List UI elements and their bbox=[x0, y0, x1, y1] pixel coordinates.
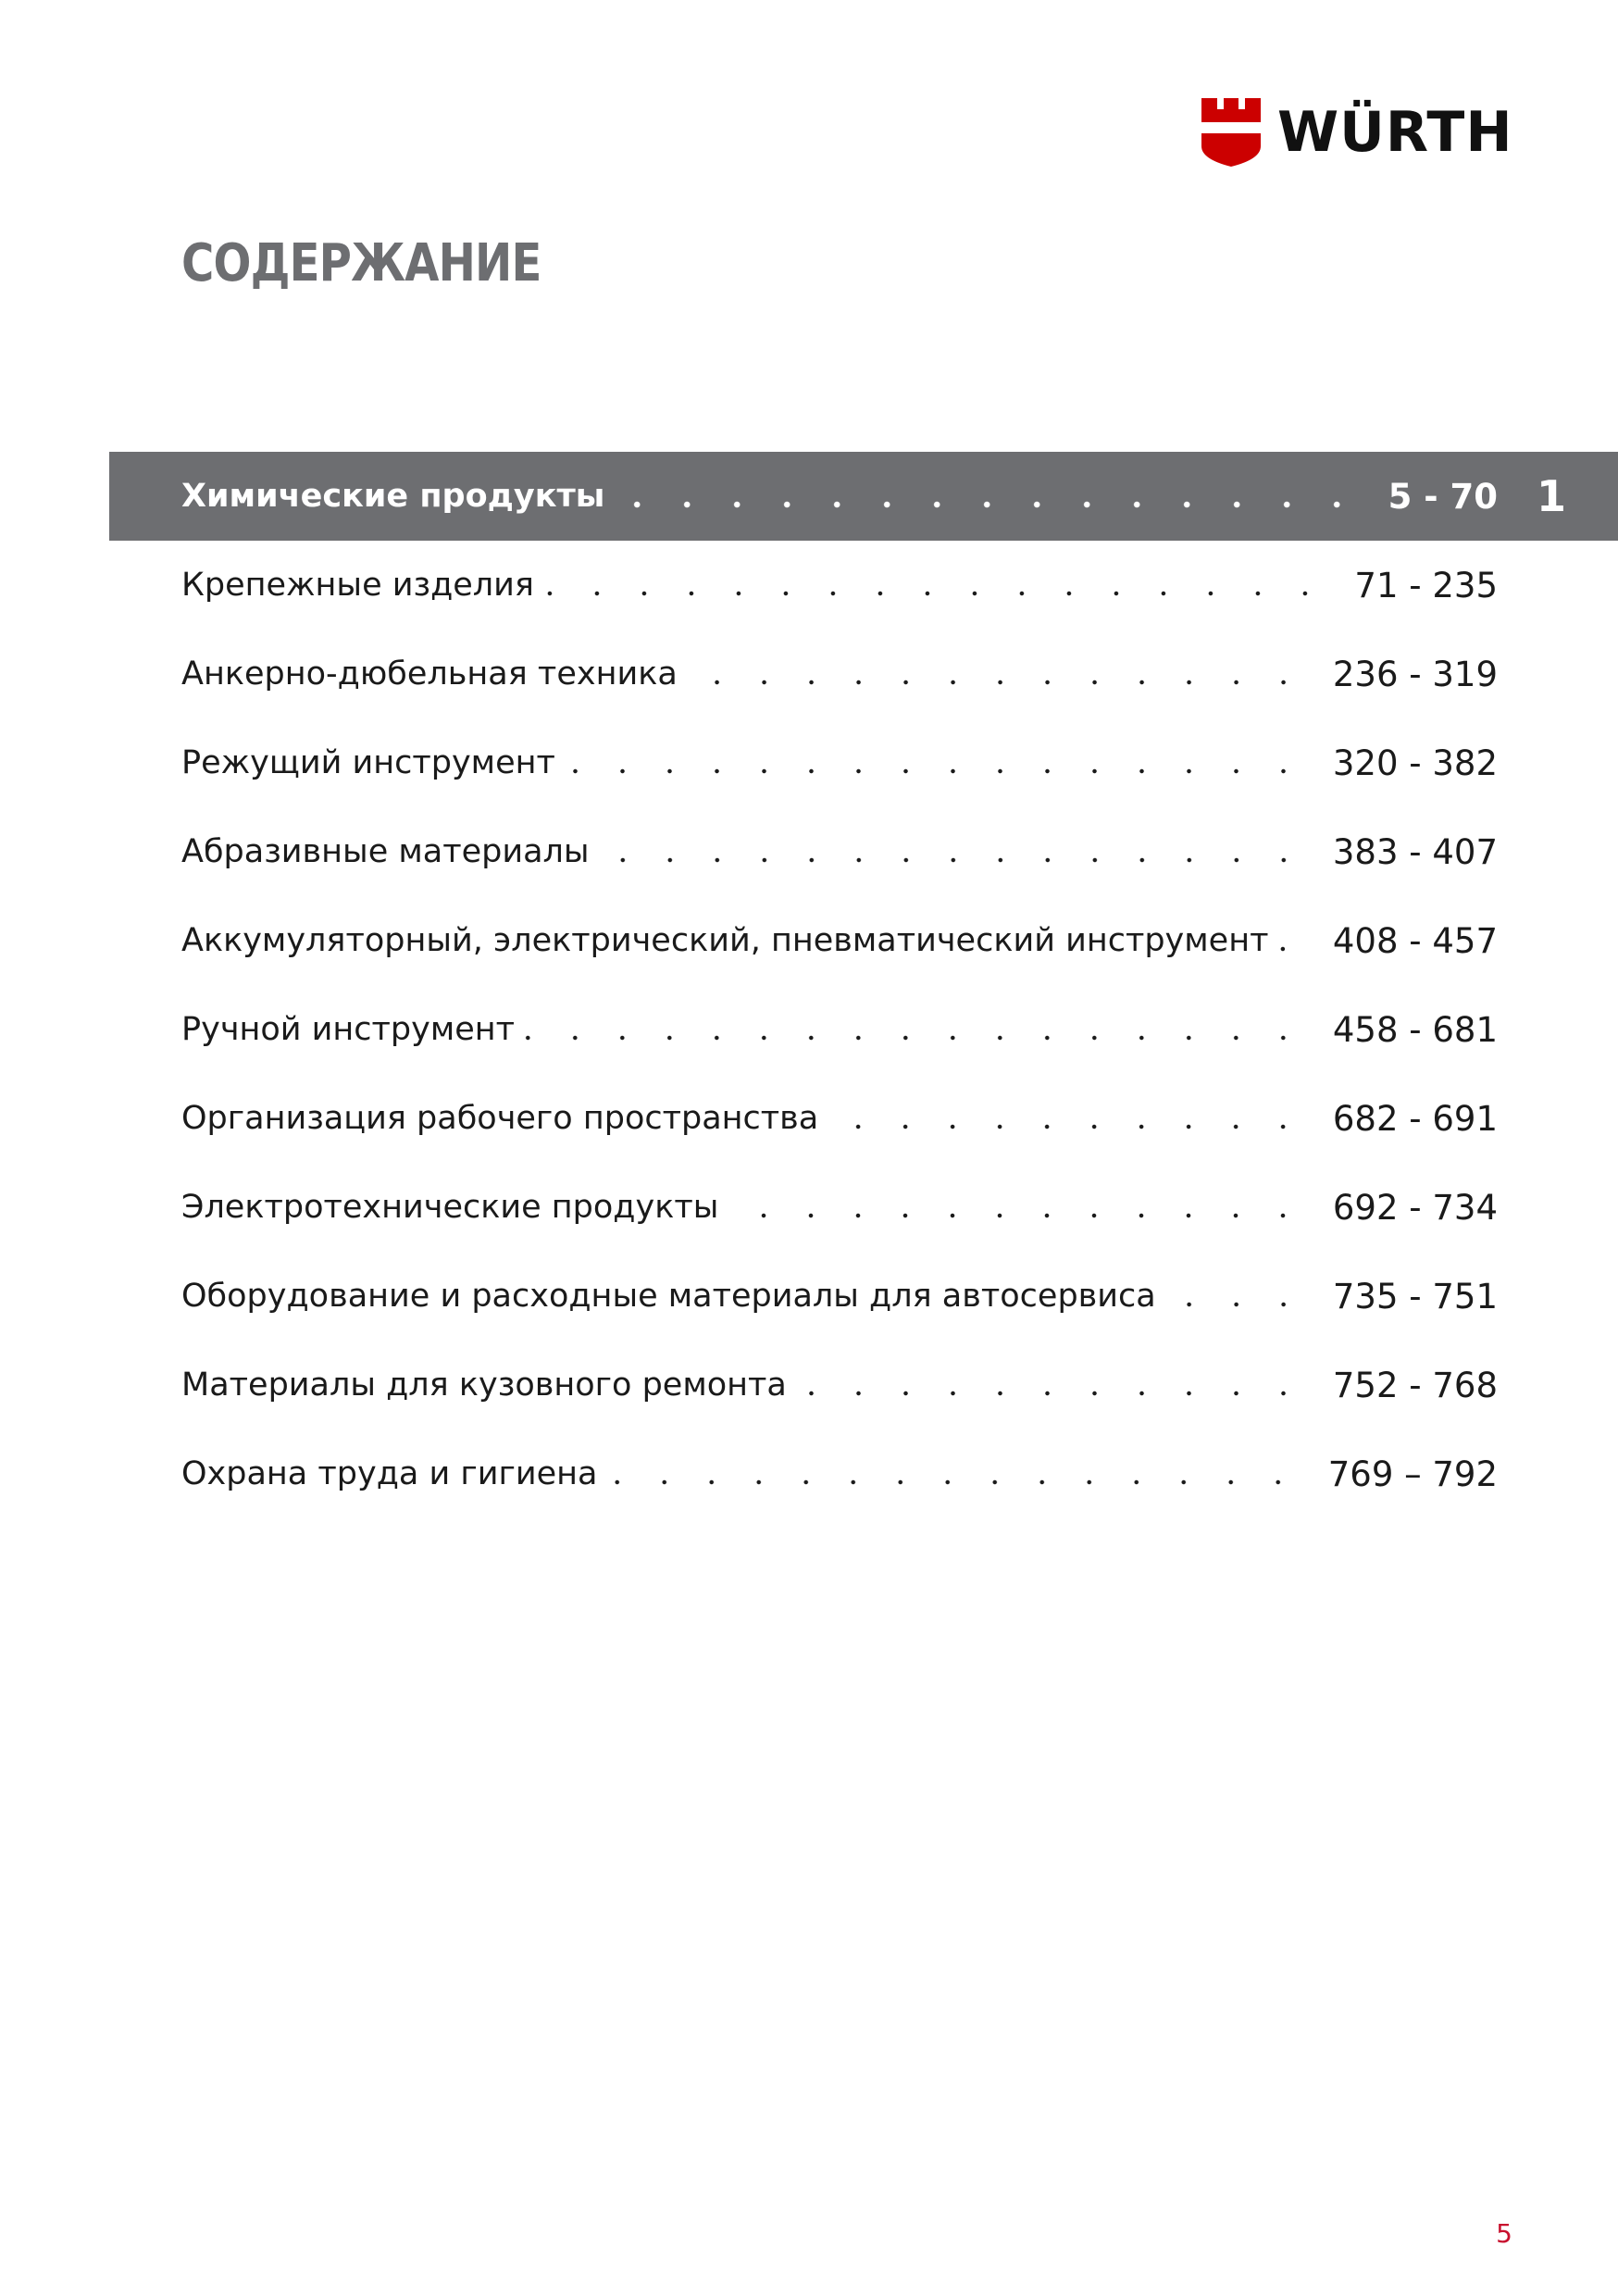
toc-item-label: Материалы для кузовного ремонта bbox=[181, 1366, 787, 1404]
dot-leader bbox=[828, 1124, 1307, 1129]
toc-item-label: Ручной инструмент bbox=[181, 1011, 516, 1048]
toc-item-pages: 682 - 691 bbox=[1332, 1098, 1498, 1139]
section-number: 1 bbox=[1537, 471, 1567, 521]
toc-item-pages: 5 - 70 bbox=[1388, 476, 1498, 517]
toc-item-chemical-products[interactable] bbox=[181, 468, 1498, 524]
toc-item-fasteners[interactable] bbox=[181, 557, 1498, 613]
toc-item-pages: 692 - 734 bbox=[1332, 1187, 1498, 1228]
dot-leader bbox=[543, 591, 1328, 596]
dot-leader bbox=[565, 768, 1307, 774]
toc-item-label: Химические продукты bbox=[181, 478, 605, 515]
toc-item-label: Крепежные изделия bbox=[181, 567, 534, 604]
wurth-logo bbox=[1201, 98, 1516, 167]
dot-leader bbox=[1277, 946, 1306, 952]
dot-leader bbox=[524, 1035, 1307, 1041]
dot-leader bbox=[1165, 1302, 1307, 1307]
toc-item-pages: 383 - 407 bbox=[1332, 831, 1498, 872]
toc-item-pages: 320 - 382 bbox=[1332, 742, 1498, 783]
toc-item-body-repair-materials[interactable] bbox=[181, 1357, 1498, 1413]
toc-item-label: Охрана труда и гигиена bbox=[181, 1455, 598, 1492]
toc-item-label: Электротехнические продукты bbox=[181, 1189, 719, 1226]
toc-item-pages: 735 - 751 bbox=[1332, 1276, 1498, 1316]
toc-item-pages: 752 - 768 bbox=[1332, 1365, 1498, 1405]
toc-item-workspace-organization[interactable] bbox=[181, 1091, 1498, 1146]
toc-item-label: Оборудование и расходные материалы для автосервиса bbox=[181, 1278, 1156, 1315]
toc-item-label: Абразивные материалы bbox=[181, 833, 590, 870]
toc-item-pages: 408 - 457 bbox=[1332, 920, 1498, 961]
toc-item-electrical-products[interactable] bbox=[181, 1179, 1498, 1235]
toc-item-safety-hygiene[interactable] bbox=[181, 1446, 1498, 1502]
toc-item-pages: 71 - 235 bbox=[1354, 565, 1498, 605]
dot-leader bbox=[606, 1479, 1301, 1485]
toc-item-pages: 236 - 319 bbox=[1332, 654, 1498, 694]
toc-item-car-service-equipment[interactable] bbox=[181, 1268, 1498, 1324]
toc-item-label: Режущий инструмент bbox=[181, 744, 555, 781]
page-title: СОДЕРЖАНИЕ bbox=[181, 233, 541, 293]
toc-item-pages: 458 - 681 bbox=[1332, 1009, 1498, 1050]
toc-item-label: Анкерно-дюбельная техника bbox=[181, 655, 678, 693]
logo-text: WÜRTH bbox=[1277, 100, 1513, 165]
dot-leader bbox=[728, 1213, 1307, 1218]
toc-item-abrasives[interactable] bbox=[181, 824, 1498, 880]
dot-leader bbox=[614, 501, 1362, 508]
toc-item-label: Аккумуляторный, электрический, пневматический инструмент bbox=[181, 922, 1269, 959]
toc-item-power-tools[interactable] bbox=[181, 913, 1498, 968]
dot-leader bbox=[687, 680, 1307, 685]
wurth-logo-mark-icon bbox=[1201, 98, 1261, 167]
toc-item-pages: 769 – 792 bbox=[1327, 1454, 1498, 1494]
dot-leader bbox=[796, 1391, 1307, 1396]
toc-item-label: Организация рабочего пространства bbox=[181, 1100, 819, 1137]
toc-item-cutting-tools[interactable] bbox=[181, 735, 1498, 791]
page-number: 5 bbox=[1496, 2218, 1512, 2249]
dot-leader bbox=[599, 857, 1307, 863]
toc-item-hand-tools[interactable] bbox=[181, 1002, 1498, 1057]
toc-item-anchor-technology[interactable] bbox=[181, 646, 1498, 702]
